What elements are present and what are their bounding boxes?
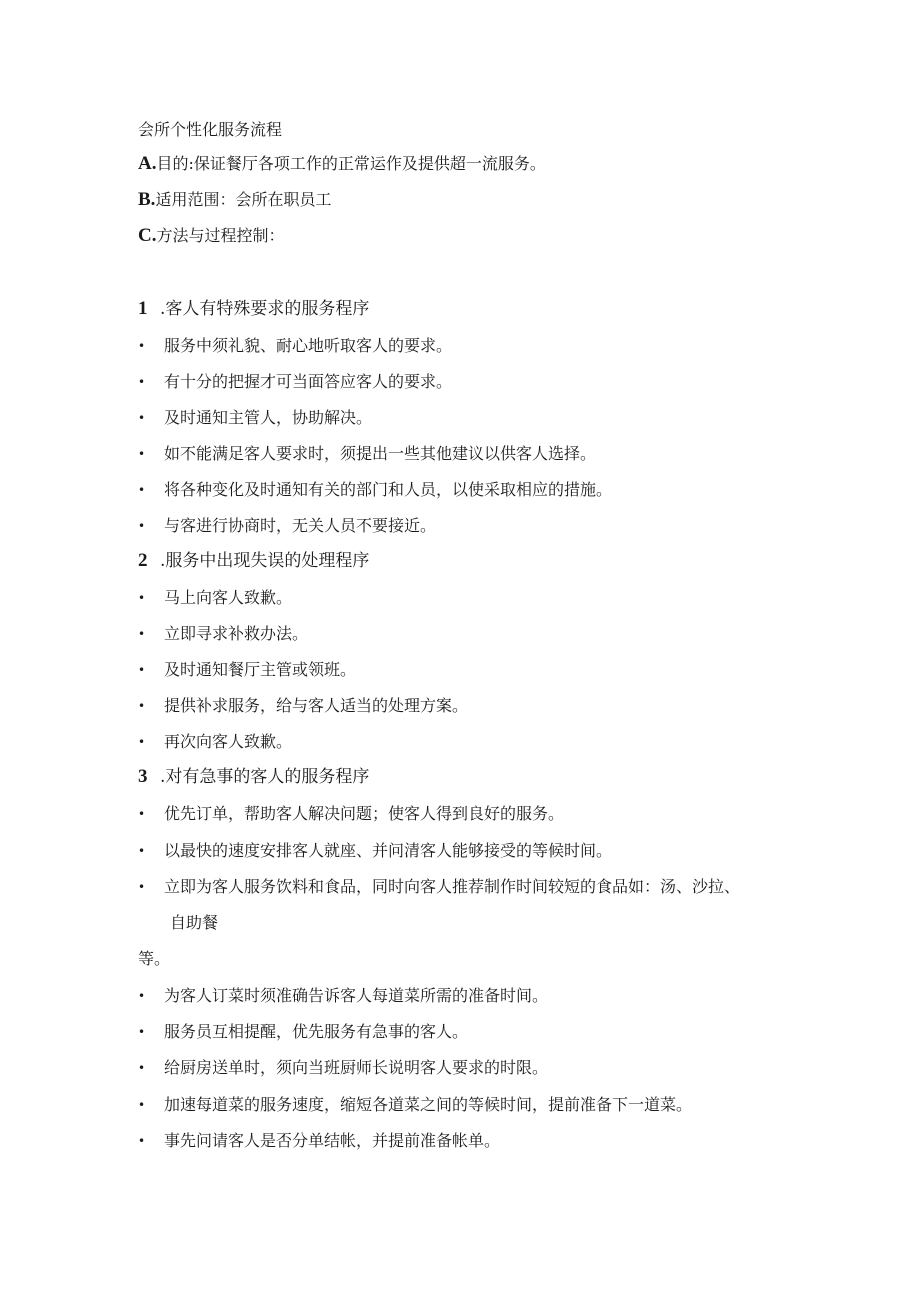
- bullet-icon: •: [138, 1025, 146, 1039]
- bullet-icon: •: [138, 807, 146, 821]
- section-number: 2: [138, 550, 148, 571]
- bullet-icon: •: [138, 1061, 146, 1075]
- section-title: .客人有特殊要求的服务程序: [160, 299, 370, 319]
- bullet-icon: •: [138, 411, 146, 425]
- method-line: [138, 225, 285, 247]
- list-item-text: 以最快的速度安排客人就座、并问清客人能够接受的等候时间。: [164, 841, 613, 860]
- bullet-icon: •: [138, 375, 146, 389]
- bullet-icon: •: [138, 1134, 146, 1148]
- bullet-icon: •: [138, 663, 146, 677]
- list-item-text: 给厨房送单时，须向当班厨师长说明客人要求的时限。: [164, 1058, 549, 1077]
- scope-letter: B.: [138, 189, 156, 210]
- section-title: .服务中出现失误的处理程序: [160, 551, 370, 571]
- section-number: 3: [138, 766, 148, 787]
- list-item-text: 及时通知餐厅主管或领班。: [164, 660, 357, 679]
- method-text: 方法与过程控制：: [156, 226, 285, 245]
- list-item-text: 加速每道菜的服务速度，缩短各道菜之间的等候时间，提前准备下一道菜。: [164, 1095, 693, 1114]
- bullet-icon: •: [138, 699, 146, 713]
- section-3-heading: [138, 766, 369, 788]
- bullet-icon: •: [138, 483, 146, 497]
- list-item-text: 立即为客人服务饮料和食品，同时向客人推荐制作时间较短的食品如：汤、沙拉、: [164, 877, 741, 896]
- bullet-icon: •: [138, 844, 146, 858]
- scope-text: 适用范围：会所在职员工: [155, 190, 332, 209]
- list-item-text: 再次向客人致歉。: [164, 732, 293, 751]
- list-item-text: 如不能满足客人要求时，须提出一些其他建议以供客人选择。: [164, 444, 597, 463]
- bullet-icon: •: [138, 627, 146, 641]
- bullet-icon: •: [138, 591, 146, 605]
- list-item-text: 提供补求服务，给与客人适当的处理方案。: [164, 696, 469, 715]
- section-number: 1: [138, 298, 148, 319]
- bullet-icon: •: [138, 880, 146, 894]
- list-item-text: 服务中须礼貌、耐心地听取客人的要求。: [164, 336, 453, 355]
- list-item-text: 将各种变化及时通知有关的部门和人员，以使采取相应的措施。: [164, 480, 613, 499]
- list-item-text: 有十分的把握才可当面答应客人的要求。: [164, 372, 453, 391]
- list-item-text: 马上向客人致歉。: [164, 588, 293, 607]
- list-item-text: 为客人订菜时须准确告诉客人每道菜所需的准备时间。: [164, 986, 549, 1005]
- purpose-line: [138, 153, 546, 175]
- bullet-icon: •: [138, 519, 146, 533]
- list-item-text: 与客进行协商时，无关人员不要接近。: [164, 516, 437, 535]
- method-letter: C.: [138, 225, 157, 246]
- purpose-letter: A.: [138, 153, 157, 174]
- document-title: 会所个性化服务流程: [138, 120, 283, 139]
- bullet-icon: •: [138, 1098, 146, 1112]
- section-2-heading: [138, 550, 369, 572]
- list-item-text: 事先问请客人是否分单结帐，并提前准备帐单。: [164, 1131, 501, 1150]
- list-item-text: 立即寻求补救办法。: [164, 624, 309, 643]
- list-item-text: 优先订单，帮助客人解决问题；使客人得到良好的服务。: [164, 804, 565, 823]
- list-item-continuation: 自助餐: [170, 913, 219, 932]
- section-1-heading: [138, 298, 369, 320]
- purpose-text: 目的:保证餐厅各项工作的正常运作及提供超一流服务。: [156, 154, 546, 173]
- bullet-icon: •: [138, 447, 146, 461]
- bullet-icon: •: [138, 735, 146, 749]
- scope-line: [138, 189, 331, 211]
- bullet-icon: •: [138, 339, 146, 353]
- list-item-text: 及时通知主管人，协助解决。: [164, 408, 373, 427]
- bullet-icon: •: [138, 989, 146, 1003]
- list-item-text: 服务员互相提醒，优先服务有急事的客人。: [164, 1022, 469, 1041]
- list-item-continuation-tail: 等。: [138, 949, 171, 968]
- section-title: .对有急事的客人的服务程序: [160, 767, 370, 787]
